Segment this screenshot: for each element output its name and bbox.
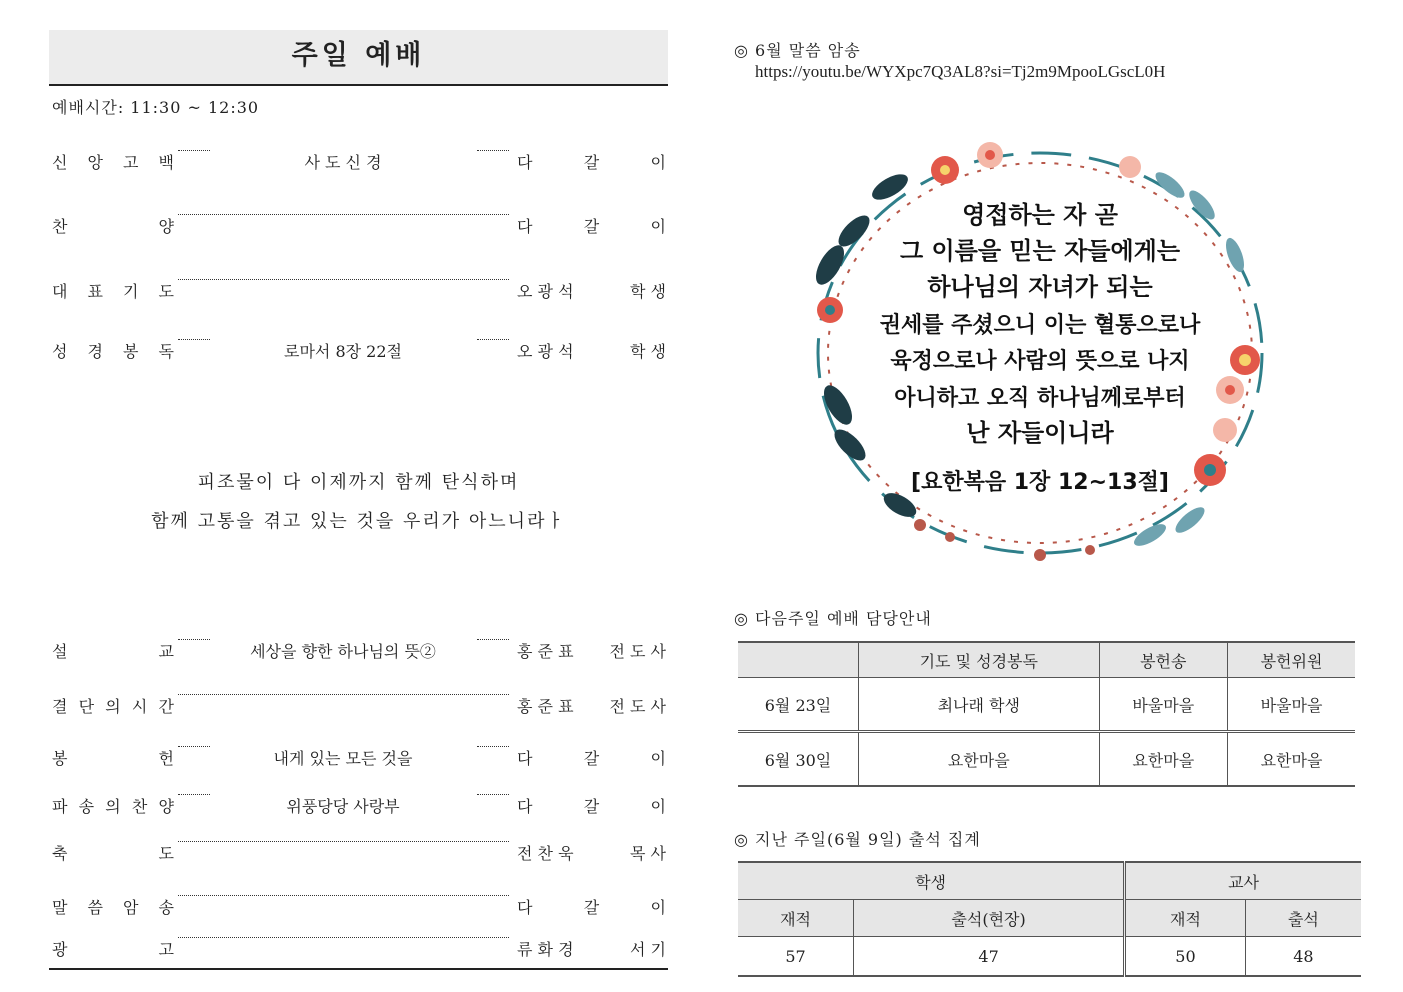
order-item-label: [52, 794, 174, 817]
scripture-line: 육정으로나 사람의 뜻으로 나지: [890, 349, 1190, 374]
value-cell: 50: [1125, 937, 1246, 977]
attendance-table: [738, 861, 1361, 977]
order-item-label: [52, 937, 174, 960]
leader-dots: [477, 339, 509, 340]
leader-dots: [178, 150, 210, 151]
order-item: [52, 279, 666, 303]
next-week-table: [738, 641, 1355, 787]
order-item-leader: [517, 895, 666, 918]
order-item-leader: [517, 694, 666, 717]
label-char: 백: [158, 153, 174, 172]
label-char: 간: [158, 697, 174, 716]
leader-dots: [178, 214, 509, 215]
leader-part: 목 사: [630, 844, 666, 863]
leader-part: 다: [517, 153, 533, 172]
leader-part: 갈: [583, 797, 600, 816]
order-item: [52, 639, 666, 663]
order-item-label: [52, 841, 174, 864]
table-header-row: [738, 642, 1355, 678]
order-item-label: [52, 694, 174, 717]
label-char: 경: [87, 342, 103, 361]
scripture-reference: [요한복음 1장 12~13절]: [911, 470, 1169, 495]
scripture-line: 권세를 주셨으니 이는 혈통으로나: [879, 313, 1201, 338]
leader-part: 이: [650, 749, 666, 768]
leader-part: 갈: [583, 749, 600, 768]
verse-line-2: 함께 고통을 겪고 있는 것을 우리가 아느니라ㅏ: [151, 511, 566, 532]
order-item-label: [52, 339, 174, 362]
table-cell: 요한마을: [1099, 732, 1227, 787]
order-item: [52, 214, 666, 238]
order-item: [52, 746, 666, 770]
leader-part: 전 찬 욱: [517, 844, 574, 863]
next-week-heading: ◎ 다음주일 예배 담당안내: [734, 609, 932, 628]
leader-part: 이: [650, 797, 666, 816]
column-header: 기도 및 성경봉독: [859, 642, 1100, 678]
leader-dots: [178, 794, 210, 795]
order-item-leader: [517, 339, 666, 362]
leader-dots: [178, 746, 210, 747]
order-item-label: [52, 214, 174, 237]
label-char: 기: [123, 282, 139, 301]
leader-part: 홍 준 표: [517, 642, 574, 661]
label-char: 암: [123, 898, 139, 917]
leader-dots: [477, 639, 509, 640]
leader-dots: [477, 794, 509, 795]
order-item: [52, 339, 666, 363]
table-subheader-row: [738, 900, 1361, 937]
label-char: 대: [52, 282, 68, 301]
scripture-wreath-image: [790, 125, 1290, 575]
label-char: 파: [52, 797, 68, 816]
leader-dots: [178, 841, 509, 842]
leader-part: 전 도 사: [609, 642, 666, 661]
value-cell: 57: [785, 946, 806, 966]
column-header: [738, 642, 859, 678]
label-char: 교: [158, 642, 174, 661]
label-char: 단: [78, 697, 95, 716]
leader-part: 오 광 석: [517, 282, 574, 301]
label-char: 봉: [52, 749, 68, 768]
service-time: 예배시간: 11:30 ~ 12:30: [52, 98, 260, 117]
column-header: 봉헌위원: [1228, 642, 1356, 678]
leader-part: 다: [517, 797, 533, 816]
label-char: 결: [52, 697, 68, 716]
memory-url-link[interactable]: https://youtu.be/WYXpc7Q3AL8?si=Tj2m9MpooLGscL0H: [755, 62, 1166, 81]
label-char: 표: [87, 282, 103, 301]
label-char: 의: [105, 697, 121, 716]
label-char: 시: [131, 697, 148, 716]
label-char: 의: [105, 797, 121, 816]
table-cell: 요한마을: [859, 732, 1100, 787]
order-item-label: [52, 639, 174, 662]
scripture-line: 하나님의 자녀가 되는: [927, 273, 1153, 301]
leader-dots: [178, 339, 210, 340]
attendance-heading: ◎ 지난 주일(6월 9일) 출석 집계: [734, 830, 981, 849]
bottom-divider: [49, 968, 668, 970]
table-row: [738, 732, 1355, 787]
label-char: 찬: [52, 217, 68, 236]
leader-part: 다: [517, 898, 533, 917]
label-char: 도: [158, 844, 174, 863]
group-teachers: 교사: [1125, 862, 1361, 900]
order-item-leader: [517, 746, 666, 769]
order-item-detail: 세상을 향한 하나님의 뜻②: [250, 642, 436, 661]
leader-part: 전 도 사: [609, 697, 666, 716]
label-char: 앙: [87, 153, 103, 172]
table-cell: 바울마을: [1228, 678, 1356, 732]
order-item-label: [52, 746, 174, 769]
order-item-detail: 로마서 8장 22절: [284, 342, 402, 361]
leader-dots: [178, 639, 210, 640]
page-title: 주일 예배: [49, 30, 668, 86]
leader-part: 다: [517, 749, 533, 768]
leader-part: 학 생: [630, 282, 666, 301]
order-item: [52, 895, 666, 919]
verse-line-1: 피조물이 다 이제까지 함께 탄식하며: [197, 472, 520, 493]
leader-part: 서 기: [630, 940, 666, 959]
label-char: 독: [158, 342, 174, 361]
label-char: 양: [158, 797, 174, 816]
scripture-line: 난 자들이니라: [966, 419, 1114, 447]
leader-dots: [178, 279, 509, 280]
label-char: 말: [52, 898, 68, 917]
leader-part: 류 화 경: [517, 940, 574, 959]
leader-part: 홍 준 표: [517, 697, 574, 716]
leader-part: 이: [650, 153, 666, 172]
label-char: 고: [158, 940, 174, 959]
leader-dots: [477, 150, 509, 151]
label-char: 양: [158, 217, 174, 236]
scripture-line: 영접하는 자 곧: [962, 201, 1118, 229]
order-item: [52, 841, 666, 865]
leader-part: 오 광 석: [517, 342, 574, 361]
leader-part: 학 생: [630, 342, 666, 361]
group-students: 학생: [738, 862, 1125, 900]
order-item-label: [52, 279, 174, 302]
value-cell: 48: [1245, 937, 1361, 977]
leader-part: 이: [650, 898, 666, 917]
scripture-line: 그 이름을 믿는 자들에게는: [899, 237, 1181, 265]
row-date: 6월 30일: [764, 750, 832, 770]
column-header: 봉헌송: [1099, 642, 1227, 678]
leader-part: 갈: [583, 153, 600, 172]
order-item: [52, 150, 666, 174]
table-cell: 바울마을: [1099, 678, 1227, 732]
table-row: [738, 678, 1355, 732]
order-item-label: [52, 895, 174, 918]
label-char: 송: [158, 898, 174, 917]
sub-enrolled: 재적: [738, 900, 854, 937]
leader-part: 다: [517, 217, 533, 236]
leader-dots: [178, 694, 509, 695]
order-item-detail: 위풍당당 사랑부: [286, 797, 400, 816]
label-char: 설: [52, 642, 68, 661]
value-cell: 47: [854, 937, 1125, 977]
leader-part: 갈: [583, 898, 600, 917]
order-item-leader: [517, 639, 666, 662]
order-item: [52, 694, 666, 718]
label-char: 성: [52, 342, 68, 361]
sub-attend-onsite: 출석(현장): [854, 900, 1125, 937]
order-item-detail: 사 도 신 경: [304, 153, 382, 172]
label-char: 찬: [131, 797, 148, 816]
table-cell: 요한마을: [1228, 732, 1356, 787]
label-char: 광: [52, 940, 68, 959]
label-char: 송: [78, 797, 95, 816]
label-char: 고: [123, 153, 139, 172]
label-char: 도: [158, 282, 174, 301]
label-char: 신: [52, 153, 68, 172]
memory-heading: ◎ 6월 말씀 암송: [734, 41, 861, 60]
label-char: 씀: [87, 898, 103, 917]
label-char: 축: [52, 844, 68, 863]
scripture-line: 아니하고 오직 하나님께로부터: [894, 386, 1186, 411]
order-item: [52, 937, 666, 961]
order-item-leader: [517, 794, 666, 817]
table-cell: 최나래 학생: [859, 678, 1100, 732]
order-item-leader: [517, 279, 666, 302]
leader-dots: [178, 937, 509, 938]
order-item-detail: 내게 있는 모든 것을: [273, 749, 413, 768]
leader-part: 갈: [583, 217, 600, 236]
order-item-leader: [517, 214, 666, 237]
order-item-label: [52, 150, 174, 173]
table-row: [738, 937, 1361, 977]
order-item-leader: [517, 150, 666, 173]
leader-part: 이: [650, 217, 666, 236]
order-item-leader: [517, 937, 666, 960]
sub-enrolled: 재적: [1125, 900, 1246, 937]
label-char: 봉: [123, 342, 139, 361]
order-item: [52, 794, 666, 818]
leader-dots: [477, 746, 509, 747]
label-char: 헌: [158, 749, 174, 768]
order-item-leader: [517, 841, 666, 864]
sub-attend: 출석: [1245, 900, 1361, 937]
row-date: 6월 23일: [738, 678, 859, 732]
leader-dots: [178, 895, 509, 896]
